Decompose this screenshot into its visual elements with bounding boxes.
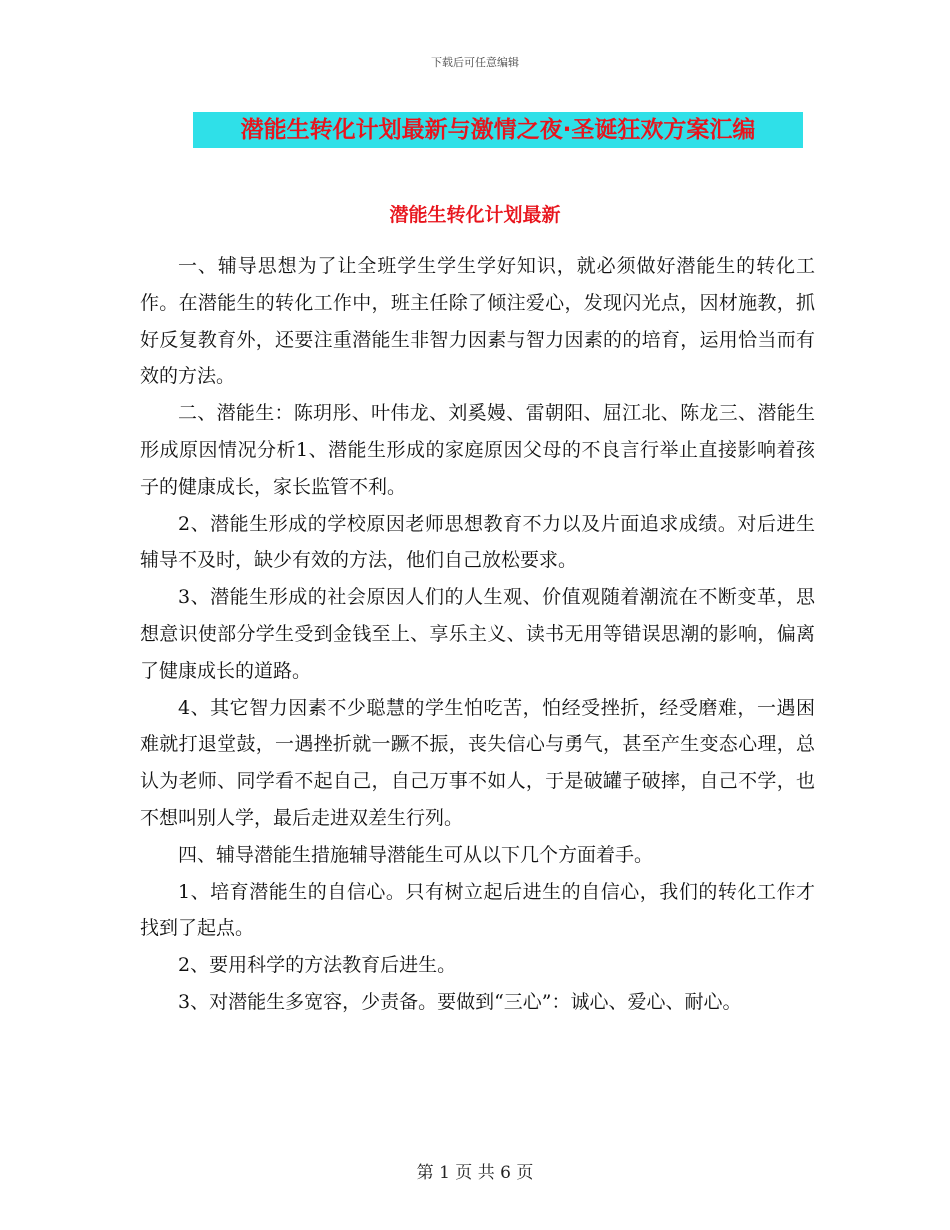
paragraph: 四、辅导潜能生措施辅导潜能生可从以下几个方面着手。 xyxy=(178,843,654,866)
body-text xyxy=(140,248,815,1021)
paragraph: 3、潜能生形成的社会原因人们的人生观、价值观随着潮流在不断变革，思想意识使部分学生受到金钱至上、享乐主义、读书无用等错误思潮的影响，偏离了健康成长的道路。 xyxy=(140,586,815,682)
paragraph: 一、辅导思想为了让全班学生学生学好知识，就必须做好潜能生的转化工作。在潜能生的转化工作中，班主任除了倾注爱心，发现闪光点，因材施教，抓好反复教育外，还要注重潜能生非智力因素与智力因素的的培育，运用恰当而有效的方法。 xyxy=(140,255,815,388)
header-note: 下载后可任意编辑 xyxy=(431,56,519,69)
paragraph: 3、对潜能生多宽容，少责备。要做到“三心”：诚心、爱心、耐心。 xyxy=(178,990,742,1013)
paragraph: 2、要用科学的方法教育后进生。 xyxy=(178,954,457,977)
paragraph: 二、潜能生：陈玥彤、叶伟龙、刘奚嫚、雷朝阳、屈江北、陈龙三、潜能生形成原因情况分析1、潜能生形成的家庭原因父母的不良言行举止直接影响着孩子的健康成长，家长监管不利。 xyxy=(140,402,815,498)
document-title: 潜能生转化计划最新与激情之夜·圣诞狂欢方案汇编 xyxy=(193,112,803,148)
paragraph: 1、培育潜能生的自信心。只有树立起后进生的自信心，我们的转化工作才找到了起点。 xyxy=(140,880,815,940)
section-title: 潜能生转化计划最新 xyxy=(389,204,561,226)
paragraph: 2、潜能生形成的学校原因老师思想教育不力以及片面追求成绩。对后进生辅导不及时，缺少有效的方法，他们自己放松要求。 xyxy=(140,512,815,572)
paragraph: 4、其它智力因素不少聪慧的学生怕吃苦，怕经受挫折，经受磨难，一遇困难就打退堂鼓，一遇挫折就一蹶不振，丧失信心与勇气，甚至产生变态心理，总认为老师、同学看不起自己，自己万事不如人，于是破罐子破摔，自己不学，也不想叫别人学，最后走进双差生行列。 xyxy=(140,696,815,829)
page-number: 第 1 页 共 6 页 xyxy=(416,1163,534,1183)
